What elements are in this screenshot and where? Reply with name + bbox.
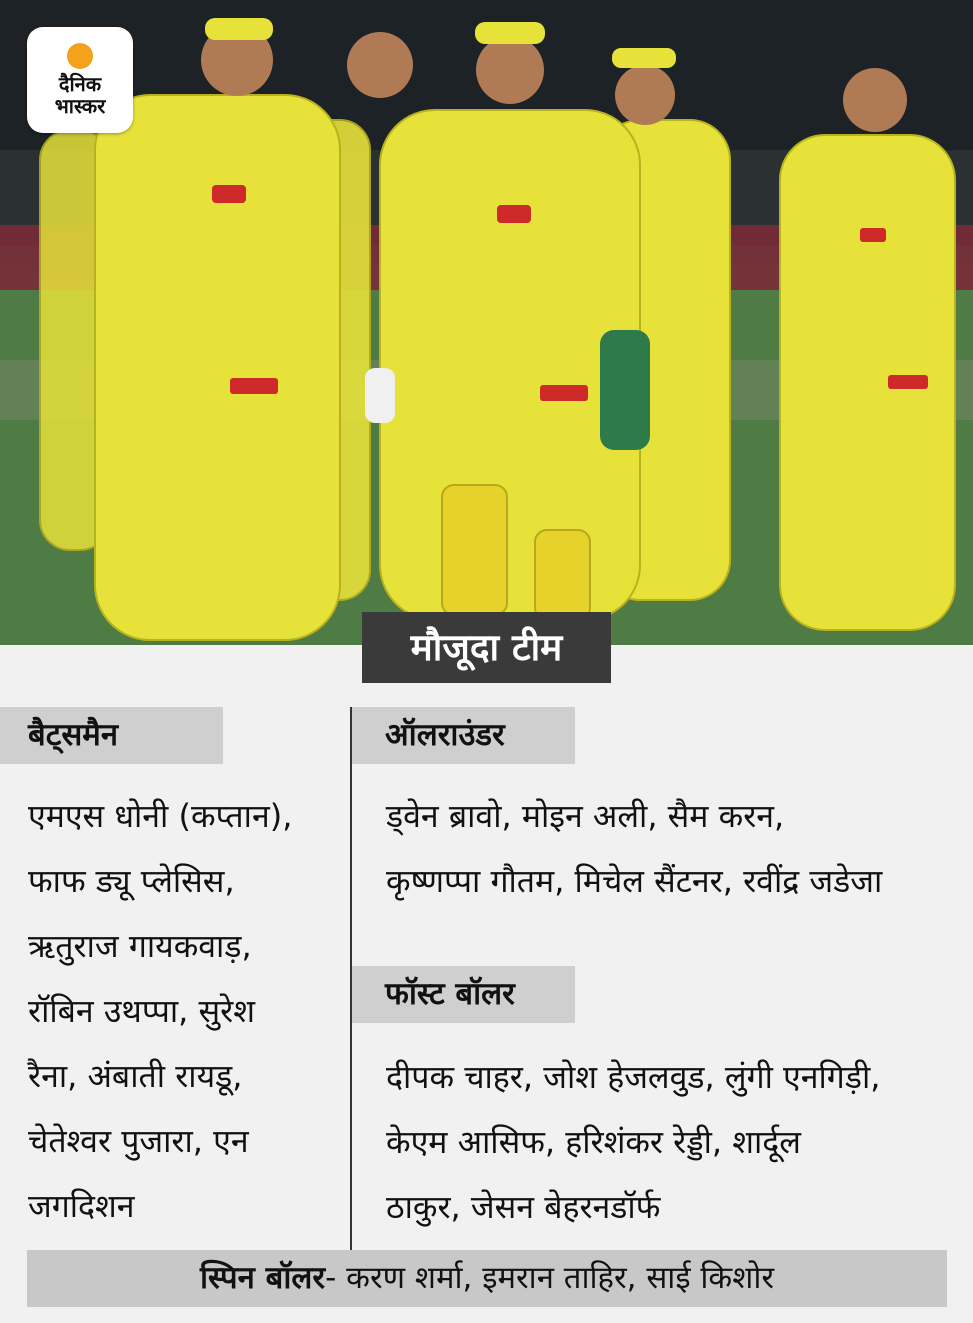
batsmen-line: ऋतुराज गायकवाड़, xyxy=(28,927,252,965)
fast-bowlers-list xyxy=(386,1045,880,1240)
allrounders-label: ऑलराउंडर xyxy=(352,707,575,764)
fast-bowlers-line: केएम आसिफ, हरिशंकर रेड्डी, शार्दूल xyxy=(386,1123,801,1161)
batsmen-label: बैट्समैन xyxy=(0,707,223,764)
team-photo xyxy=(0,0,973,645)
batsmen-line: रैना, अंबाती रायडू, xyxy=(28,1057,243,1095)
spin-bowlers-label: स्पिन बॉलर xyxy=(199,1260,326,1296)
players-illustration xyxy=(0,0,973,645)
logo-text-line1: दैनिक xyxy=(58,72,102,96)
allrounders-list xyxy=(386,784,882,914)
dainik-bhaskar-logo xyxy=(27,27,133,133)
fast-bowlers-line: ठाकुर, जेसन बेहरनडॉर्फ xyxy=(386,1188,661,1226)
allrounders-line: ड्वेन ब्रावो, मोइन अली, सैम करन, xyxy=(386,797,785,835)
batsmen-line: चेतेश्वर पुजारा, एन xyxy=(28,1122,249,1160)
batsmen-line: एमएस धोनी (कप्तान), xyxy=(28,797,293,835)
spin-bowlers-names: - करण शर्मा, इमरान ताहिर, साई किशोर xyxy=(325,1260,775,1296)
batsmen-line: रॉबिन उथप्पा, सुरेश xyxy=(28,992,255,1030)
allrounders-line: कृष्णप्पा गौतम, मिचेल सैंटनर, रवींद्र जडेजा xyxy=(386,862,883,900)
fast-bowlers-line: दीपक चाहर, जोश हेजलवुड, लुंगी एनगिड़ी, xyxy=(386,1058,881,1096)
logo-text-line2: भास्कर xyxy=(54,94,106,118)
batsmen-line: फाफ ड्यू प्लेसिस, xyxy=(28,862,235,900)
batsmen-line: जगदिशन xyxy=(28,1187,135,1225)
spin-bowlers-bar xyxy=(27,1250,947,1307)
logo-sun-icon xyxy=(67,43,93,69)
fast-bowlers-label: फॉस्ट बॉलर xyxy=(352,966,575,1023)
batsmen-list xyxy=(28,784,292,1239)
current-team-title: मौजूदा टीम xyxy=(362,612,611,683)
